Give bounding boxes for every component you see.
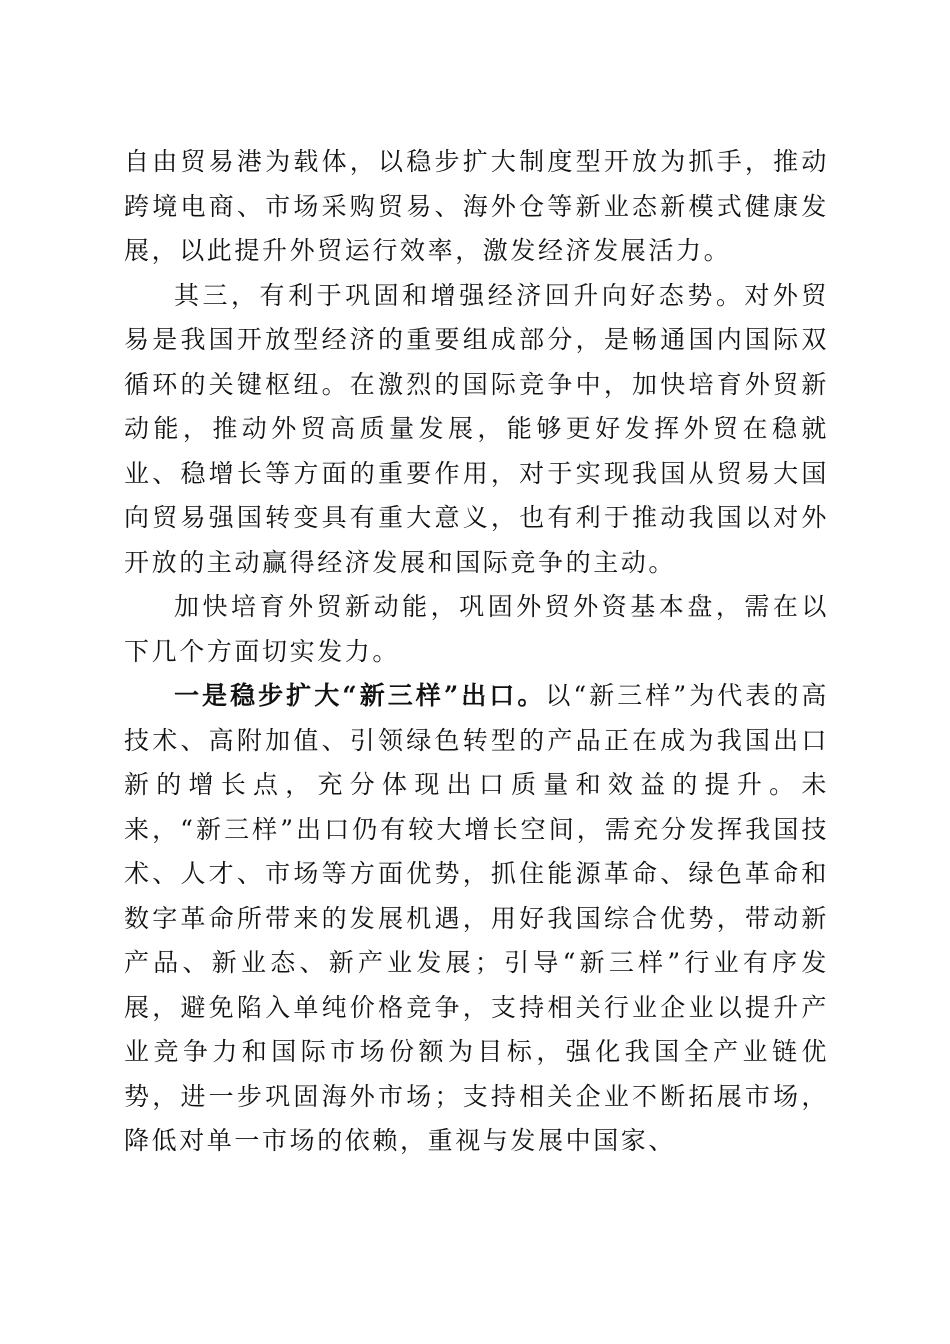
paragraph-text: 以“新三样”为代表的高技术、高附加值、引领绿色转型的产品正在成为我国出口新的增长点，充分体现出口质量和效益的提升。未来，“新三样”出口仍有较大增长空间，需充分发挥我国技术、人才、市场等方面优势，抓住能源革命、绿色革命和数字革命所带来的发展机遇，用好我国综合优势，带动新产品、新业态、新产业发展；引导“新三样”行业有序发展，避免陷入单纯价格竞争，支持相关行业企业以提升产业竞争力和国际市场份额为目标，强化我国全产业链优势，进一步巩固海外市场；支持相关企业不断拓展市场，降低对单一市场的依赖，重视与发展中国家、: [124, 681, 829, 1155]
paragraph-text: 加快培育外贸新动能，巩固外贸外资基本盘，需在以下几个方面切实发力。: [124, 592, 829, 666]
paragraph-lead-heading: 一是稳步扩大“新三样”出口。: [174, 681, 546, 710]
paragraph-intro-measures: [124, 585, 829, 674]
paragraph-text: 其三，有利于巩固和增强经济回升向好态势。对外贸易是我国开放型经济的重要组成部分，是畅通国内国际双循环的关键枢纽。在激烈的国际竞争中，加快培育外贸新动能，推动外贸高质量发展，能够更好发挥外贸在稳就业、稳增长等方面的重要作用，对于实现我国从贸易大国向贸易强国转变具有重大意义，也有利于推动我国以对外开放的主动赢得经济发展和国际竞争的主动。: [124, 280, 829, 577]
paragraph-continuation: [124, 140, 829, 274]
document-body: [124, 140, 829, 1164]
paragraph-text: 自由贸易港为载体，以稳步扩大制度型开放为抓手，推动跨境电商、市场采购贸易、海外仓等新业态新模式健康发展，以此提升外贸运行效率，激发经济发展活力。: [124, 147, 829, 265]
paragraph-measure-one: [124, 674, 829, 1164]
paragraph-point-three: [124, 274, 829, 586]
